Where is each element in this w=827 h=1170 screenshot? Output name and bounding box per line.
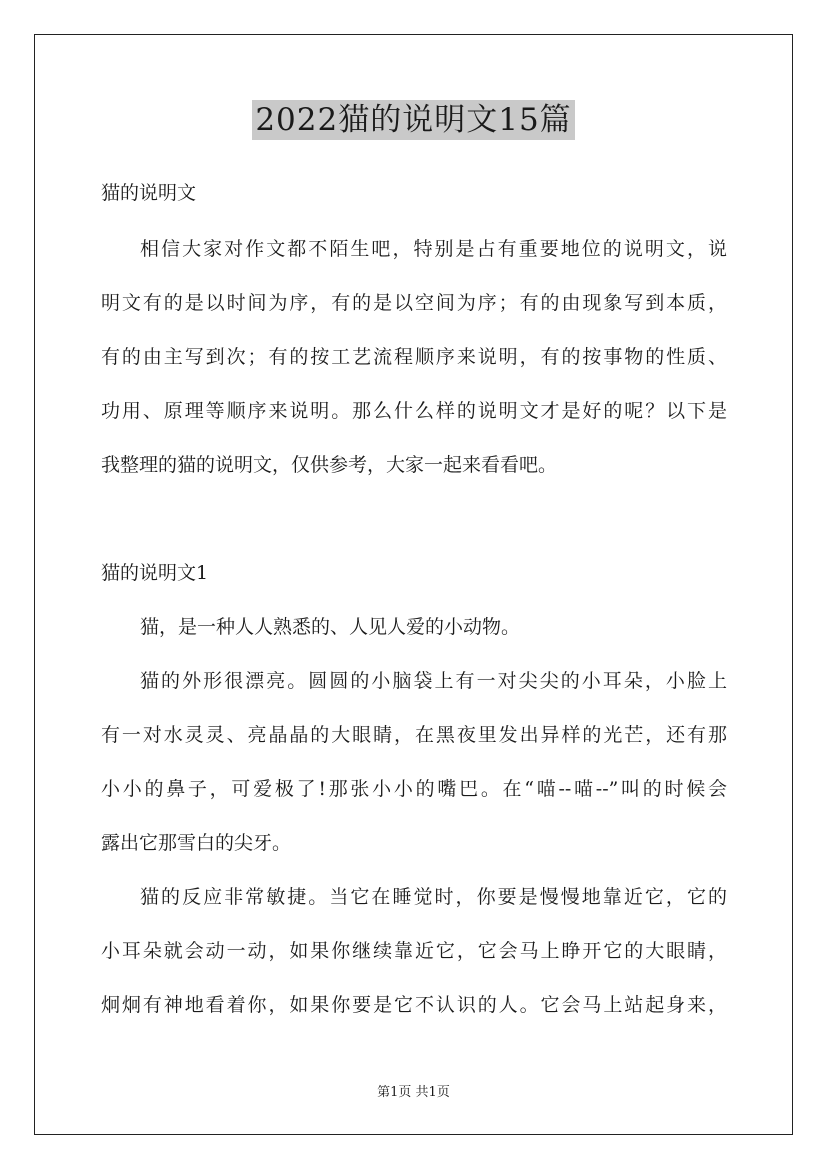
- page-number-footer: 第1页 共1页: [377, 1085, 450, 1100]
- paragraph-line: 小耳朵就会动一动，如果你继续靠近它，它会马上睁开它的大眼睛，: [101, 940, 727, 962]
- paragraph-line: 猫，是一种人人熟悉的、人见人爱的小动物。: [140, 616, 521, 638]
- document-title: 2022猫的说明文15篇: [252, 100, 574, 140]
- paragraph-line: 有的由主写到次；有的按工艺流程顺序来说明，有的按事物的性质、: [101, 346, 727, 368]
- section-heading: 猫的说明文: [101, 182, 197, 204]
- paragraph-line: 炯炯有神地看着你，如果你要是它不认识的人。它会马上站起身来，: [101, 994, 727, 1016]
- title-wrap: [0, 100, 827, 140]
- paragraph-line: 有一对水灵灵、亮晶晶的大眼睛，在黑夜里发出异样的光芒，还有那: [101, 724, 727, 746]
- paragraph-line: 猫的反应非常敏捷。当它在睡觉时，你要是慢慢地靠近它，它的: [140, 886, 727, 908]
- paragraph-line: 明文有的是以时间为序，有的是以空间为序；有的由现象写到本质，: [101, 292, 727, 314]
- paragraph-line: 小小的鼻子，可爱极了!那张小小的嘴巴。在“喵--喵--”叫的时候会: [101, 778, 727, 800]
- paragraph-line: 相信大家对作文都不陌生吧，特别是占有重要地位的说明文，说: [140, 238, 727, 260]
- paragraph-line: 露出它那雪白的尖牙。: [101, 832, 292, 854]
- paragraph-line: 猫的外形很漂亮。圆圆的小脑袋上有一对尖尖的小耳朵，小脸上: [140, 670, 727, 692]
- paragraph-line: 功用、原理等顺序来说明。那么什么样的说明文才是好的呢？以下是: [101, 400, 727, 422]
- paragraph-line: 我整理的猫的说明文，仅供参考，大家一起来看看吧。: [101, 454, 558, 476]
- section-heading: 猫的说明文1: [101, 562, 209, 584]
